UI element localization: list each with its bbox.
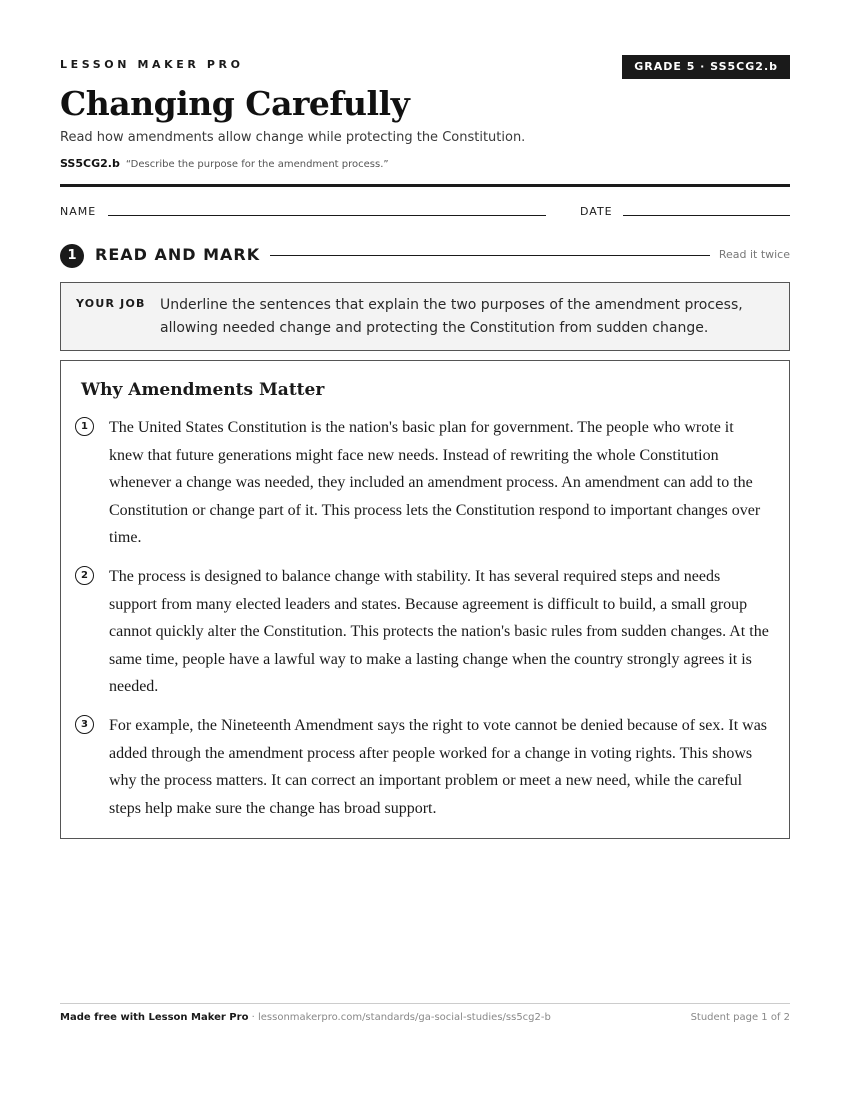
section-number-badge: 1 xyxy=(60,244,84,268)
reading-paragraph: The process is designed to balance change with stability. It has several required steps and needs support from many elected leaders and states. Because agreement is difficult to build, a small group cannot quickly alter the Constitution. This protects the nation's basic rules from sudden changes. At the same time, people have a lawful way to make a lasting change when the country strongly agrees it is needed. xyxy=(109,568,769,695)
footer-url[interactable]: · lessonmakerpro.com/standards/ga-social-studies/ss5cg2-b xyxy=(248,1012,551,1023)
section-divider xyxy=(270,255,710,256)
instructions-text: Underline the sentences that explain the two purposes of the amendment process, allowing needed change and protecting the Constitution from sudden change. xyxy=(160,297,743,336)
name-field-line[interactable] xyxy=(108,215,546,216)
page-title: Changing Carefully xyxy=(60,84,410,123)
worksheet-page xyxy=(60,0,790,1100)
standard-line xyxy=(60,157,389,170)
reading-paragraph: For example, the Nineteenth Amendment says the right to vote cannot be denied because of sex. It was added through the amendment process after people worked for a change in voting rights. This shows why the process matters. It can correct an important problem or meet a new need, while the careful steps help make sure the change has broad support. xyxy=(109,717,768,817)
date-label: DATE xyxy=(580,205,613,218)
reading-paragraph: The United States Constitution is the nation's basic plan for government. The people who wrote it knew that future generations might face new needs. Instead of rewriting the whole Constitution whenever a change was needed, they included an amendment process. An amendment can add to the Constitution or change part of it. This process lets the Constitution respond to important changes over time. xyxy=(109,419,761,546)
footer-divider xyxy=(60,1003,790,1004)
reading-passage-box xyxy=(60,360,790,839)
paragraph-number-badge: 1 xyxy=(75,417,94,436)
paragraph-number-badge: 3 xyxy=(75,715,94,734)
instructions-label: YOUR JOB xyxy=(76,297,146,310)
footer-credit xyxy=(60,1012,551,1023)
footer-page-number: Student page 1 of 2 xyxy=(690,1012,790,1023)
brand-name: LESSON MAKER PRO xyxy=(60,58,244,71)
reading-title: Why Amendments Matter xyxy=(81,380,325,400)
section-note: Read it twice xyxy=(718,248,790,261)
name-label: NAME xyxy=(60,205,97,218)
footer-made-with: Made free with Lesson Maker Pro xyxy=(60,1012,249,1023)
grade-standard-badge: GRADE 5 · SS5CG2.b xyxy=(622,55,790,79)
date-field-line[interactable] xyxy=(623,215,790,216)
standard-quote: “Describe the purpose for the amendment process.” xyxy=(125,159,389,170)
instructions-box xyxy=(60,282,790,351)
paragraph-number-badge: 2 xyxy=(75,566,94,585)
section-title: READ AND MARK xyxy=(95,245,261,264)
header-divider xyxy=(60,184,790,187)
page-subtitle: Read how amendments allow change while protecting the Constitution. xyxy=(60,130,526,145)
standard-code: SS5CG2.b xyxy=(60,157,120,170)
